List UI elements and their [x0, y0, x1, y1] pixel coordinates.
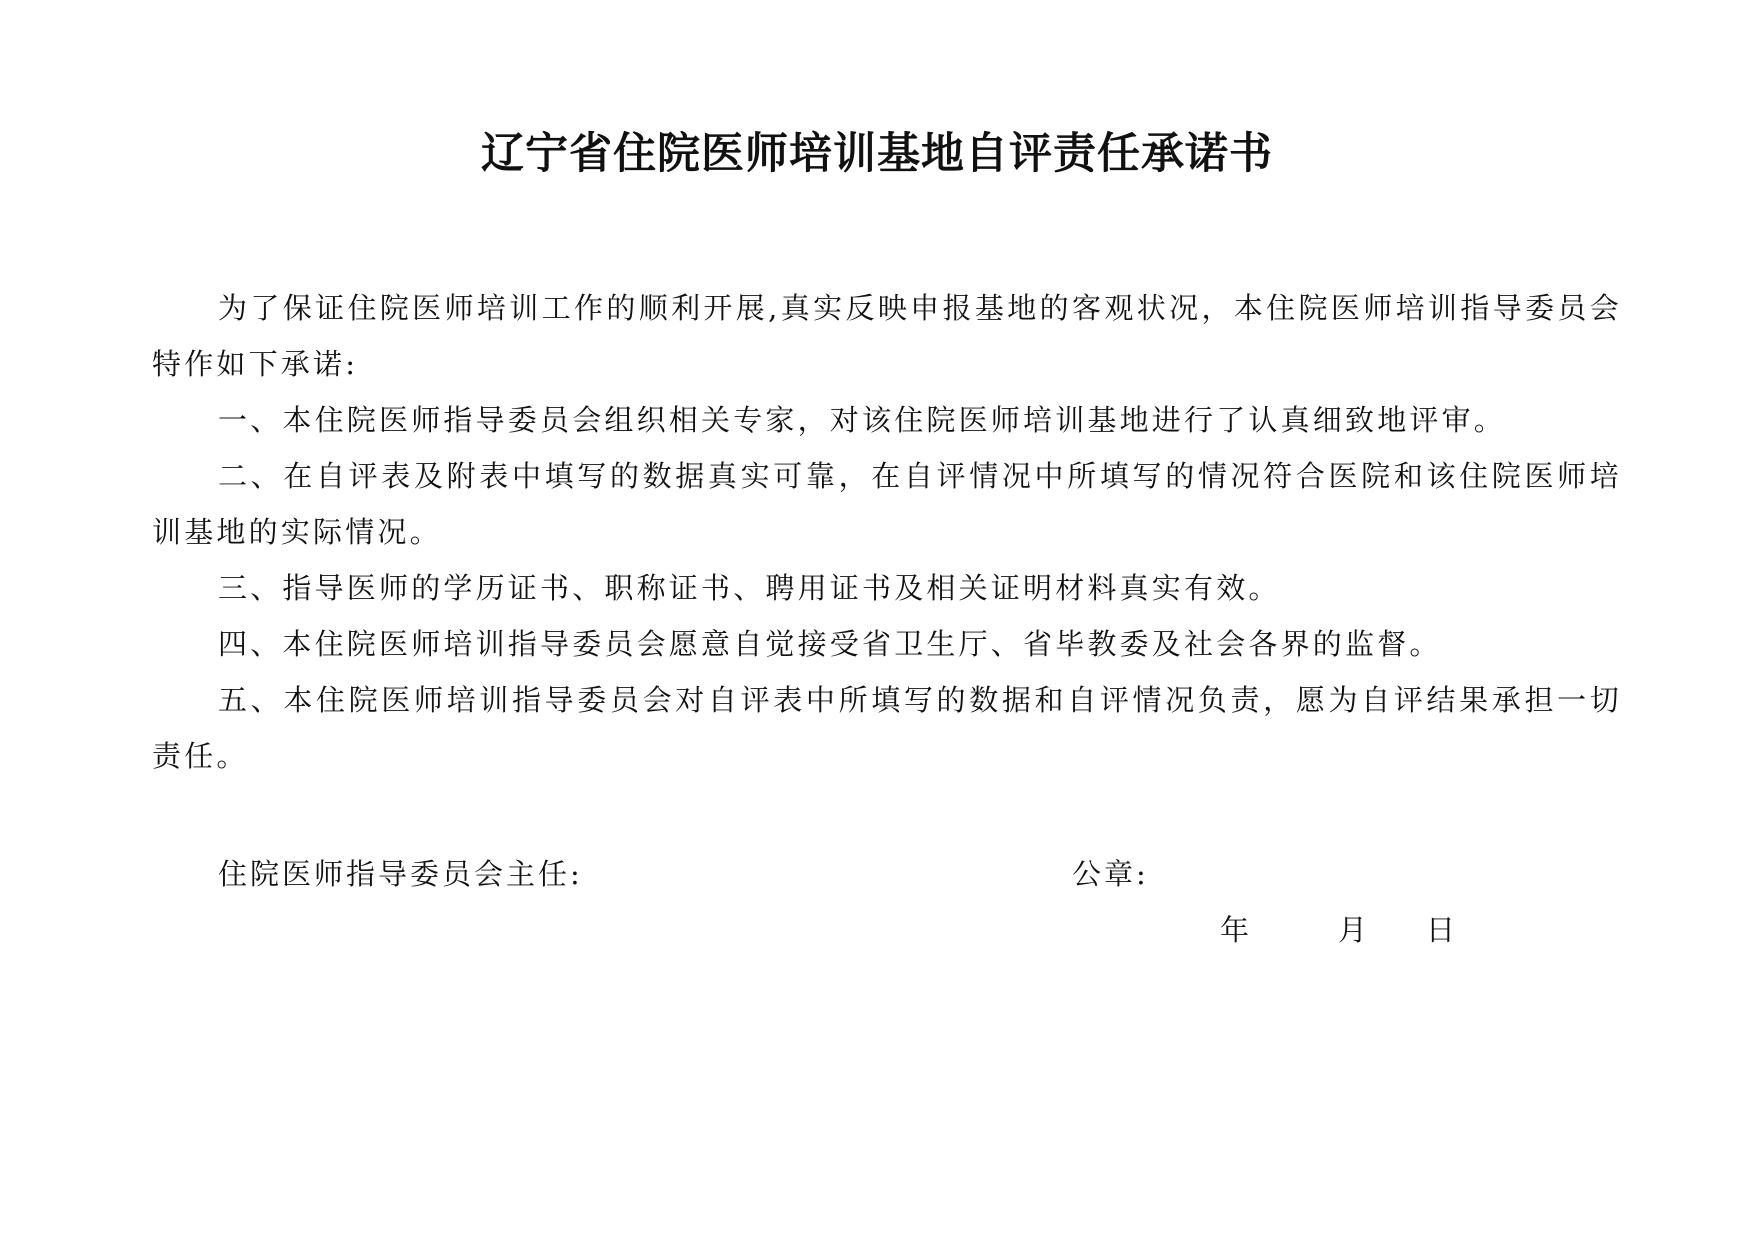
paragraph-item-3: 三、指导医师的学历证书、职称证书、聘用证书及相关证明材料真实有效。: [218, 571, 1281, 605]
signature-date: [1220, 902, 1455, 958]
date-month-label: 月: [1338, 913, 1368, 947]
paragraph-item-2: 二、在自评表及附表中填写的数据真实可靠，在自评情况中所填写的情况符合医院和该住院医师培训基地的实际情况。: [152, 459, 1622, 549]
paragraph-item-5: 五、本住院医师培训指导委员会对自评表中所填写的数据和自评情况负责，愿为自评结果承担一切责任。: [152, 683, 1622, 773]
director-signature-label: 住院医师指导委员会主任:: [218, 857, 583, 891]
paragraph-item-4: 四、本住院医师培训指导委员会愿意自觉接受省卫生厅、省毕教委及社会各界的监督。: [218, 627, 1442, 661]
date-year-label: 年: [1220, 913, 1250, 947]
document-title: 辽宁省住院医师培训基地自评责任承诺书: [481, 129, 1273, 179]
paragraph-intro: 为了保证住院医师培训工作的顺利开展,真实反映申报基地的客观状况，本住院医师培训指导委员会特作如下承诺:: [152, 291, 1622, 381]
document-body: [152, 280, 1622, 784]
official-seal-label: 公章:: [1072, 857, 1149, 891]
paragraph-item-1: 一、本住院医师指导委员会组织相关专家，对该住院医师培训基地进行了认真细致地评审。: [218, 403, 1507, 437]
date-day-label: 日: [1426, 913, 1456, 947]
